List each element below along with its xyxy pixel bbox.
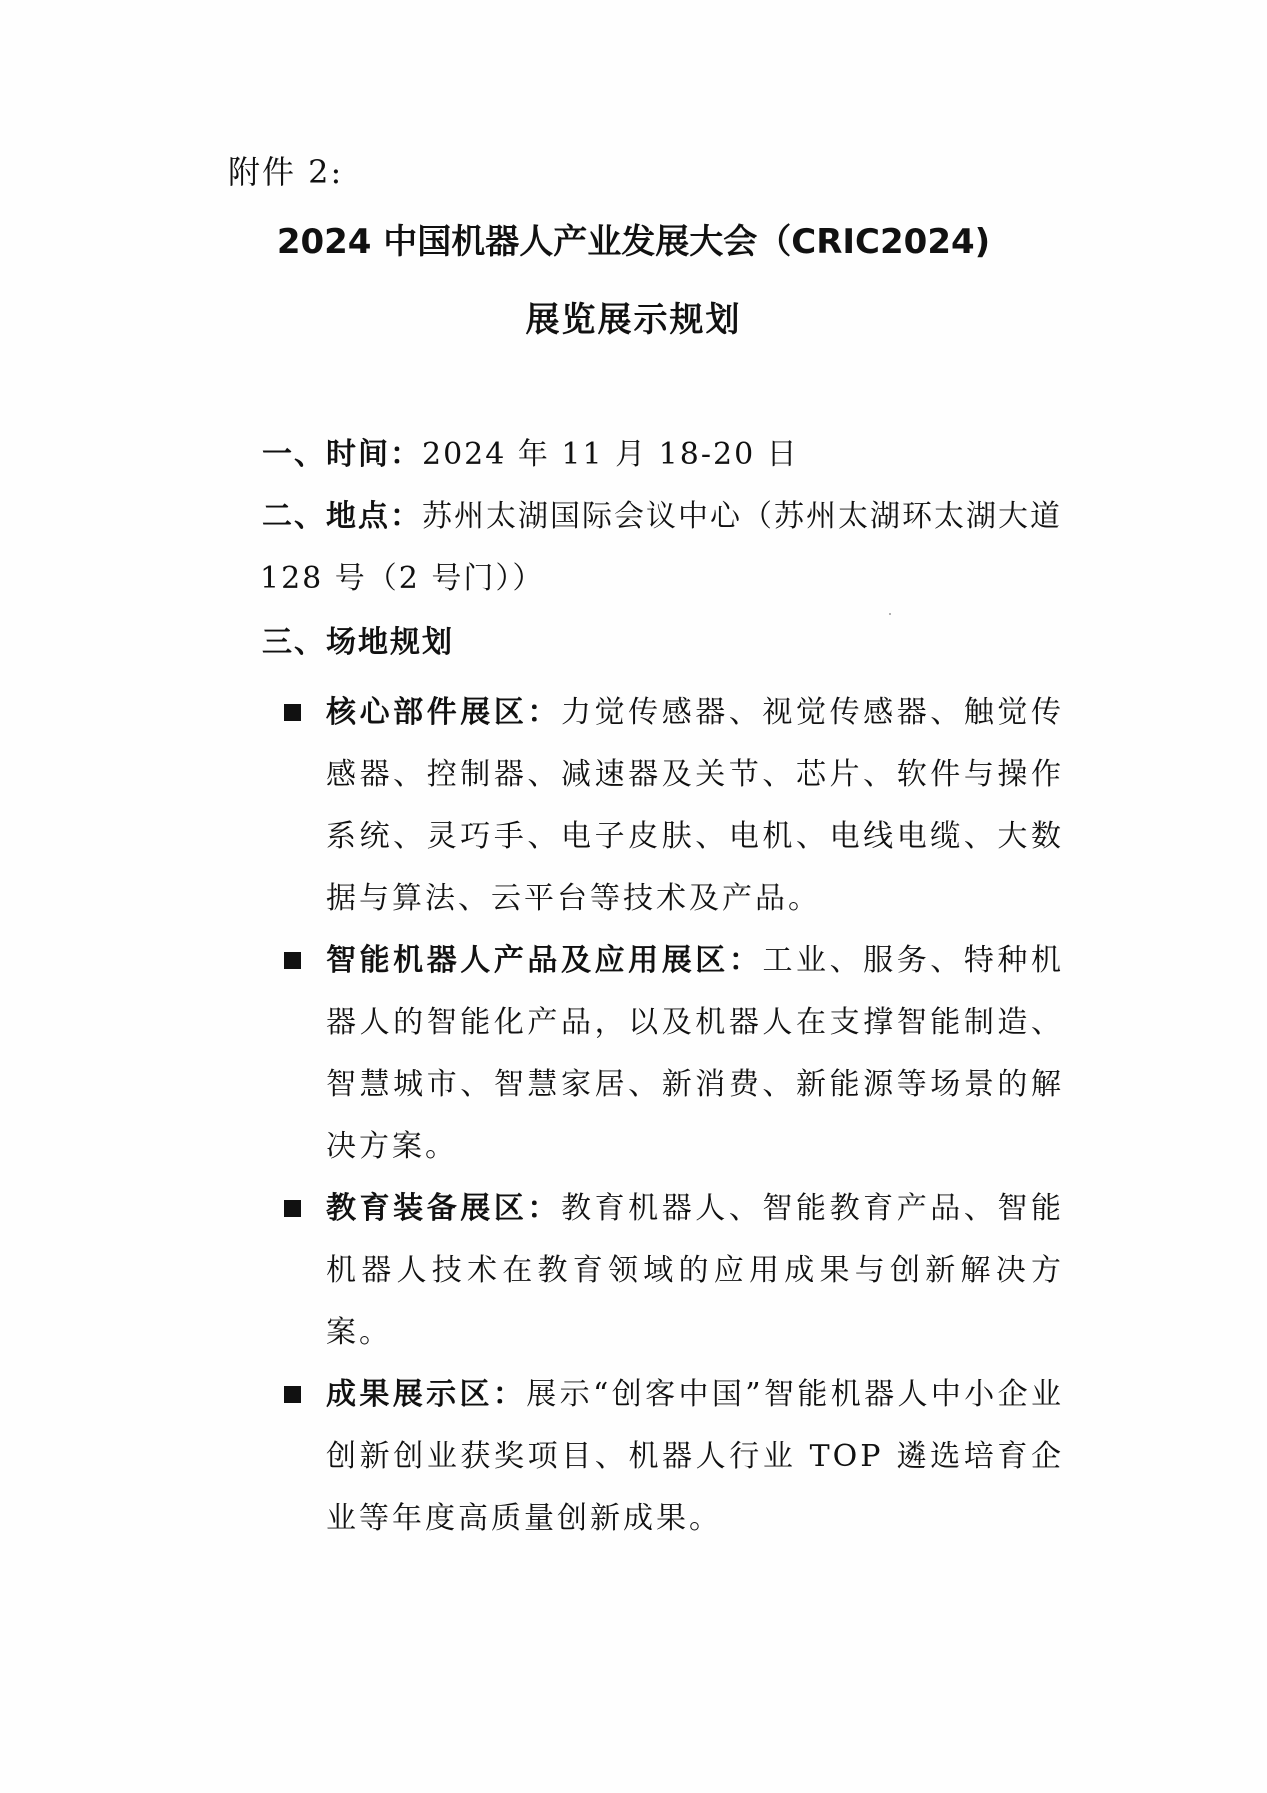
section-venue-plan-heading: 三、场地规划 xyxy=(262,625,454,660)
attachment-label: 附件 2: xyxy=(228,153,344,191)
section-venue-plan xyxy=(262,612,1062,674)
zone-item xyxy=(284,1364,1064,1550)
section-place-heading: 二、地点： xyxy=(262,499,422,534)
bullet-square-icon xyxy=(284,1200,301,1217)
document-title-line-2: 展览展示规划 xyxy=(525,300,742,340)
zone-description: 工业、服务、特种机器人的智能化产品，以及机器人在支撑智能制造、智慧城市、智慧家居、新消费、新能源等场景的解决方案。 xyxy=(326,943,1065,1164)
zone-item xyxy=(284,682,1064,930)
section-time-heading: 一、时间： xyxy=(262,437,422,472)
section-time xyxy=(262,424,1062,486)
section-time-text: 2024 年 11 月 18-20 日 xyxy=(422,437,799,472)
zone-name: 核心部件展区： xyxy=(326,695,561,730)
zone-name: 成果展示区： xyxy=(326,1377,527,1412)
zone-description: 力觉传感器、视觉传感器、触觉传感器、控制器、减速器及关节、芯片、软件与操作系统、灵巧手、电子皮肤、电机、电线电缆、大数据与算法、云平台等技术及产品。 xyxy=(326,695,1064,916)
bullet-square-icon xyxy=(284,1386,301,1403)
document-title-line-1: 2024 中国机器人产业发展大会（CRIC2024) xyxy=(276,222,991,262)
section-place xyxy=(262,486,1062,610)
zone-item xyxy=(284,1178,1064,1364)
zone-item xyxy=(284,930,1064,1178)
bullet-square-icon xyxy=(284,952,301,969)
section-place-text-line-2: 128 号（2 号门）） xyxy=(260,561,545,596)
section-place-text-line-1: 苏州太湖国际会议中心（苏州太湖环太湖大道 xyxy=(422,499,1062,534)
zone-list xyxy=(284,682,1064,1550)
zone-name: 教育装备展区： xyxy=(326,1191,561,1226)
zone-name: 智能机器人产品及应用展区： xyxy=(326,943,763,978)
zone-description: 教育机器人、智能教育产品、智能机器人技术在教育领域的应用成果与创新解决方案。 xyxy=(326,1191,1064,1350)
zone-description: 展示“创客中国”智能机器人中小企业创新创业获奖项目、机器人行业 TOP 遴选培育企业等年度高质量创新成果。 xyxy=(326,1377,1065,1536)
bullet-square-icon xyxy=(284,704,301,721)
scan-speck xyxy=(889,613,891,615)
